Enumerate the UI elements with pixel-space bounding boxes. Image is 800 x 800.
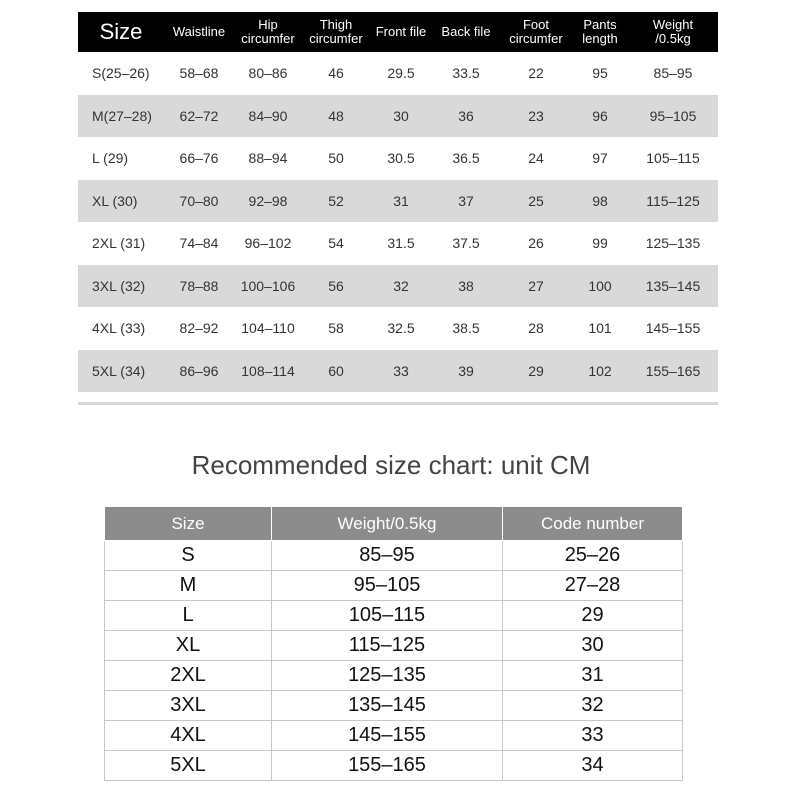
column-header-text: Thigh — [319, 17, 353, 32]
table-cell: 27 — [528, 277, 544, 294]
table-cell: 92–98 — [248, 192, 288, 209]
table-cell: XL (30) — [92, 192, 138, 209]
recommended-table-body — [105, 541, 683, 781]
column-header-text: Waistline — [172, 24, 226, 39]
table-cell: 23 — [528, 107, 544, 124]
table-cell: 52 — [328, 192, 344, 209]
table-cell: 31.5 — [387, 235, 415, 252]
table-cell: 115–125 — [646, 192, 700, 209]
table-cell: 95–105 — [272, 571, 503, 601]
column-header — [500, 12, 572, 52]
column-header-text: circumfer — [241, 31, 295, 46]
table-cell: 88–94 — [248, 150, 288, 167]
table-cell: 2XL — [105, 661, 272, 691]
table-cell: 37 — [458, 192, 474, 209]
table-cell: XL — [105, 631, 272, 661]
table-cell: 30 — [503, 631, 683, 661]
recommended-header-row — [105, 507, 683, 541]
table-cell: 104–110 — [241, 320, 295, 337]
table-cell: 32 — [393, 277, 409, 294]
table-row — [78, 95, 718, 138]
table-cell: 80–86 — [248, 65, 288, 82]
table-cell: 74–84 — [179, 235, 219, 252]
column-header: Code number — [503, 507, 683, 541]
table-cell: 33 — [393, 362, 409, 379]
column-header — [572, 12, 628, 52]
table-cell: 70–80 — [179, 192, 219, 209]
table-cell: 95 — [592, 65, 608, 82]
table-cell: L — [105, 601, 272, 631]
table-row — [105, 601, 683, 631]
table-cell: 25–26 — [503, 541, 683, 571]
table-cell: 29 — [528, 362, 544, 379]
table-cell: 29.5 — [387, 65, 415, 82]
table-cell: 38.5 — [452, 320, 480, 337]
table-cell: 31 — [393, 192, 409, 209]
column-header: Size — [105, 507, 272, 541]
table-cell: 155–165 — [272, 751, 503, 781]
table-cell: 100 — [588, 277, 612, 294]
table-row — [78, 137, 718, 180]
recommended-chart-title: Recommended size chart: unit CM — [191, 450, 591, 480]
column-header-text: circumfer — [509, 31, 563, 46]
table-cell: 38 — [458, 277, 474, 294]
table-cell: 101 — [588, 320, 612, 337]
table-cell: 50 — [328, 150, 344, 167]
table-cell: 3XL — [105, 691, 272, 721]
table-cell: 135–145 — [272, 691, 503, 721]
table-cell: 22 — [528, 65, 544, 82]
column-header-text: Weight — [652, 17, 694, 32]
table-cell: 39 — [458, 362, 474, 379]
table-cell: 62–72 — [179, 107, 219, 124]
table-cell: 27–28 — [503, 571, 683, 601]
table-cell: 125–135 — [645, 235, 701, 252]
table-cell: 85–95 — [272, 541, 503, 571]
table-cell: M(27–28) — [92, 107, 152, 124]
recommended-size-table — [104, 506, 683, 781]
table-row — [78, 180, 718, 223]
size-measurement-table — [78, 12, 718, 392]
table-cell: 96–102 — [244, 235, 292, 252]
table-cell: 135–145 — [645, 277, 701, 294]
table-cell: S(25–26) — [92, 65, 150, 82]
table-cell: M — [105, 571, 272, 601]
table-cell: 108–114 — [241, 362, 295, 379]
table-cell: 33.5 — [452, 65, 480, 82]
table-cell: 3XL (32) — [92, 277, 146, 294]
table-row — [105, 751, 683, 781]
table-cell: 34 — [503, 751, 683, 781]
table-cell: 84–90 — [248, 107, 288, 124]
table-cell: 54 — [328, 235, 344, 252]
column-header-text: Back file — [441, 24, 491, 39]
table-cell: 105–115 — [272, 601, 503, 631]
table-cell: 78–88 — [179, 277, 219, 294]
table-row — [78, 265, 718, 308]
table-cell: 2XL (31) — [92, 235, 146, 252]
table-cell: 145–155 — [272, 721, 503, 751]
column-header: Weight/0.5kg — [272, 507, 503, 541]
column-header-text: Pants — [583, 17, 617, 32]
table-cell: 28 — [528, 320, 544, 337]
table-cell: 115–125 — [272, 631, 503, 661]
column-header — [628, 12, 718, 52]
table-cell: 30.5 — [387, 150, 415, 167]
column-header — [370, 12, 432, 52]
table-cell: 98 — [592, 192, 608, 209]
table-row — [105, 541, 683, 571]
table-cell: 86–96 — [179, 362, 219, 379]
table-cell: 30 — [393, 107, 409, 124]
table-cell: 25 — [528, 192, 544, 209]
table-cell: 5XL (34) — [92, 362, 146, 379]
table-cell: 33 — [503, 721, 683, 751]
table-cell: 36 — [458, 107, 474, 124]
table-cell: 155–165 — [645, 362, 701, 379]
table-cell: 32.5 — [387, 320, 415, 337]
table-cell: 105–115 — [646, 150, 700, 167]
size-table-header-row — [78, 12, 718, 52]
table-cell: 46 — [328, 65, 344, 82]
table-cell: 82–92 — [179, 320, 219, 337]
table-cell: 37.5 — [452, 235, 480, 252]
table-cell: 96 — [592, 107, 608, 124]
column-header — [432, 12, 500, 52]
table-cell: 102 — [588, 362, 612, 379]
size-table-header — [78, 12, 718, 52]
table-cell: 48 — [328, 107, 344, 124]
column-header — [302, 12, 370, 52]
column-header-text: Hip — [258, 17, 278, 32]
table-cell: 97 — [592, 150, 608, 167]
column-header-text: length — [582, 31, 618, 46]
table-cell: 95–105 — [649, 107, 697, 124]
table-cell: L (29) — [92, 150, 129, 167]
table-row — [78, 52, 718, 95]
column-header-text: Foot — [522, 17, 549, 32]
table-cell: 26 — [528, 235, 544, 252]
table-row — [78, 222, 718, 265]
table-cell: 32 — [503, 691, 683, 721]
size-table-body — [78, 52, 718, 392]
column-header-text: Front file — [375, 24, 427, 39]
table-cell: 56 — [328, 277, 344, 294]
table-cell: 31 — [503, 661, 683, 691]
table-cell: 99 — [592, 235, 608, 252]
recommended-table-header — [105, 507, 683, 541]
table-cell: 36.5 — [452, 150, 480, 167]
table-cell: 4XL — [105, 721, 272, 751]
table-cell: 29 — [503, 601, 683, 631]
divider-line — [78, 402, 718, 405]
table-cell: 58 — [328, 320, 344, 337]
table-cell: S — [105, 541, 272, 571]
table-row — [105, 721, 683, 751]
table-cell: 24 — [528, 150, 544, 167]
table-row — [105, 661, 683, 691]
table-row — [105, 631, 683, 661]
table-cell: 5XL — [105, 751, 272, 781]
table-row — [78, 350, 718, 393]
table-cell: 4XL (33) — [92, 320, 146, 337]
table-cell: 60 — [328, 362, 344, 379]
table-row — [78, 307, 718, 350]
table-cell: 66–76 — [179, 150, 219, 167]
table-cell: 145–155 — [645, 320, 701, 337]
table-row — [105, 571, 683, 601]
table-row — [105, 691, 683, 721]
table-cell: 100–106 — [240, 277, 296, 294]
column-header-text: circumfer — [309, 31, 363, 46]
column-header — [164, 12, 234, 52]
column-header-text: /0.5kg — [655, 31, 691, 46]
table-cell: 125–135 — [272, 661, 503, 691]
table-cell: 85–95 — [653, 65, 693, 82]
column-header: Size — [99, 19, 143, 44]
column-header — [234, 12, 302, 52]
table-cell: 58–68 — [179, 65, 219, 82]
